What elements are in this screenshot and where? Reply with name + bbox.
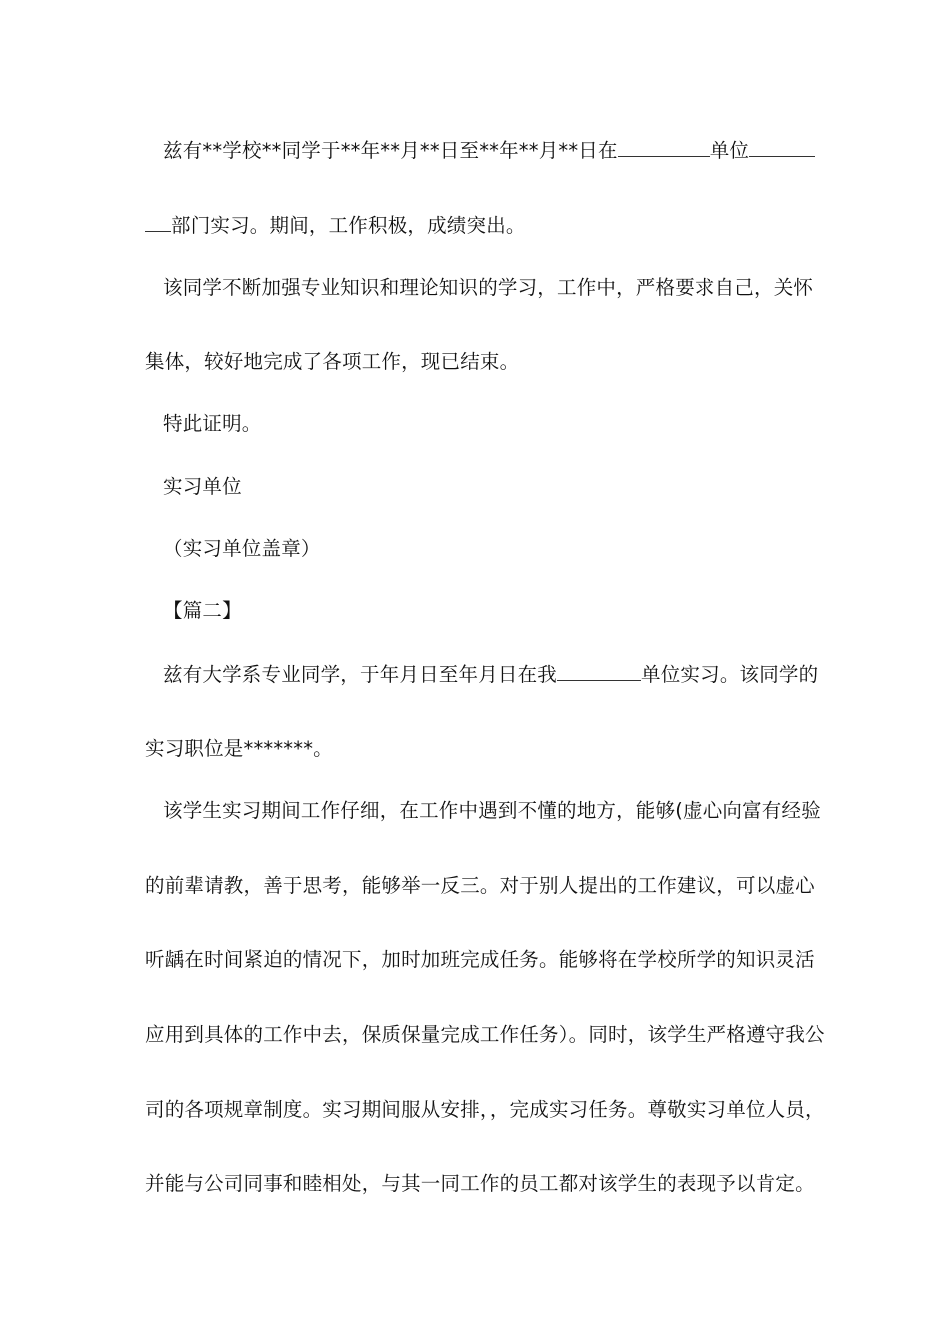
fill-in-blank xyxy=(145,211,171,232)
paragraph-line: 该同学不断加强专业知识和理论知识的学习，工作中，严格要求自己，关怀 xyxy=(163,276,814,299)
paragraph-line: 并能与公司同事和睦相处，与其一同工作的员工都对该学生的表现予以肯定。 xyxy=(145,1172,815,1195)
text-segment: 部门实习。期间，工作积极，成绩突出。 xyxy=(171,214,526,237)
unit-label: 实习单位 xyxy=(163,475,242,498)
text-segment: 兹有大学系专业同学，于年月日至年月日在我 xyxy=(163,663,558,686)
text-segment: 单位 xyxy=(709,139,750,162)
text-segment: 兹有**学校**同学于**年**月**日至**年**月**日在 xyxy=(163,139,618,162)
paragraph-line: 的前辈请教，善于思考，能够举一反三。对于别人提出的工作建议，可以虚心 xyxy=(145,874,815,897)
paragraph-line: 听龋在时间紧迫的情况下，加时加班完成任务。能够将在学校所学的知识灵活 xyxy=(145,948,815,971)
fill-in-blank xyxy=(749,136,815,157)
paragraph-line: 应用到具体的工作中去，保质保量完成工作任务）。同时，该学生严格遵守我公 xyxy=(145,1023,825,1046)
paragraph-line xyxy=(163,660,823,689)
paragraph-line: 该学生实习期间工作仔细，在工作中遇到不懂的地方，能够(虚心向富有经验 xyxy=(163,799,821,822)
text-segment: 单位实习。该同学的 xyxy=(641,663,819,686)
stamp-label: （实习单位盖章） xyxy=(163,537,321,560)
certify-text: 特此证明。 xyxy=(163,412,262,435)
paragraph-line: 司的各项规章制度。实习期间服从安排，，完成实习任务。尊敬实习单位人员， xyxy=(145,1098,825,1121)
fill-in-blank xyxy=(618,136,710,157)
fill-in-blank xyxy=(557,660,641,681)
paragraph-line: 集体，较好地完成了各项工作，现已结束。 xyxy=(145,350,520,373)
paragraph-line: 实习职位是*******。 xyxy=(145,737,333,760)
section-heading: 【篇二】 xyxy=(163,599,242,622)
paragraph-line xyxy=(145,211,805,240)
paragraph-line xyxy=(163,136,823,165)
